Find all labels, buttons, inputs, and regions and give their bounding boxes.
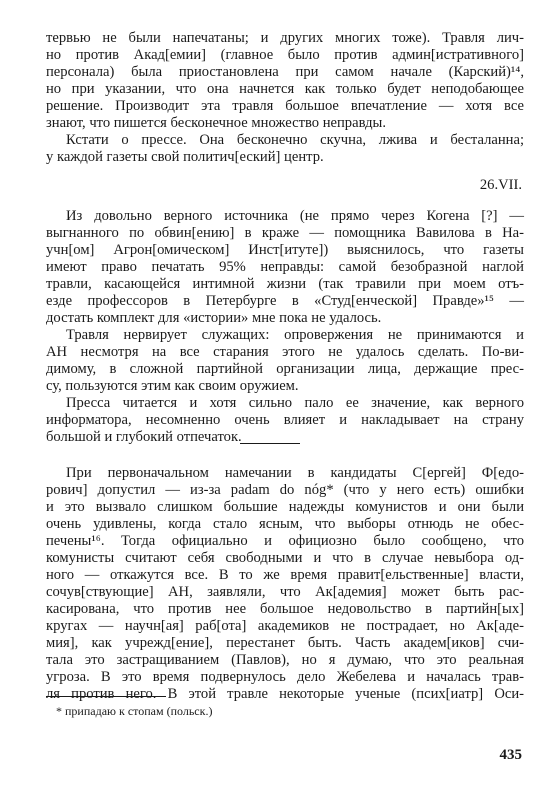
text-line: кругах — научн[ая] раб[ота] академиков не пострадает, но Ак[аде- (46, 618, 524, 634)
text-line: езде профессоров в Петербурге в «Студ[енческой] Правде»¹⁵ — (46, 293, 524, 309)
text-line: Кстати о прессе. Она бесконечно скучна, лжива и бесталанна; (66, 132, 524, 148)
footnote-divider (46, 696, 166, 697)
text-line: знают, что пишется бесконечное множество неправды. (46, 115, 386, 131)
text-line: тала это застращиванием (Павлов), но я думаю, что это реальная (46, 652, 524, 668)
text-line: су, пользуются этим как своим оружием. (46, 378, 299, 394)
text-line: димому, в сложной партийной организации лица, держащие прес- (46, 361, 524, 377)
text-line: Пресса читается и хотя сильно пало ее значение, как верного (66, 395, 524, 411)
text-line: угроза. В это время подвернулось дело Жебелева и началась трав- (46, 669, 524, 685)
text-line: касирована, что против нее большое недовольство в партийн[ых] (46, 601, 524, 617)
entry-date: 26.VII. (479, 177, 522, 193)
text-line: мия], как учрежд[ение], перестанет быть. Часть академ[иков] счи- (46, 635, 524, 651)
text-line: достать комплект для «истории» мне пока не удалось. (46, 310, 382, 326)
text-line: персонала) была приостановлена при самом начале (Карский)¹⁴, (46, 64, 524, 80)
section-divider (240, 443, 300, 444)
text-line: ного — откажутся все. В то же время правит[ельственные] власти, (46, 567, 524, 583)
text-line: Из довольно верного источника (не прямо через Когена [?] — (66, 208, 524, 224)
text-line: и это вызвало слишком большие надежды комунистов и они были (46, 499, 524, 515)
text-line: рович] допустил — из-за padam do nóg* (что у него есть) ошибки (46, 482, 524, 498)
text-line: печены¹⁶. Тогда официально и официозно было сообщено, что (46, 533, 524, 549)
text-line: выгнанного по обвин[ению] в краже — помощника Вавилова в На- (46, 225, 524, 241)
text-line: Травля нервирует служащих: опровержения не принимаются и (66, 327, 524, 343)
text-line: информатора, несомненно очень влияет и накладывает на страну (46, 412, 524, 428)
text-line: АН несмотря на все старания этого не удалось сделать. По-ви- (46, 344, 524, 360)
text-line: тервью не были напечатаны; и других многих тоже). Травля лич- (46, 30, 524, 46)
text-line: При первоначальном намечании в кандидаты С[ергей] Ф[едо- (66, 465, 524, 481)
text-line: у каждой газеты свой политич[еский] центр. (46, 149, 324, 165)
text-line: но при указании, что она начнется как только будет неподобающее (46, 81, 524, 97)
text-line: имеют право печатать 95% неправды: самой безобразной наглой (46, 259, 524, 275)
text-line: сочув[ствующие] АН, заявляли, что Ак[адемия] может быть рас- (46, 584, 524, 600)
text-line: решение. Производит эта травля большое впечатление — хотя все (46, 98, 524, 114)
text-line: травли, касающейся интимной жизни (так травили при моем отъ- (46, 276, 524, 292)
text-line: но против Акад[емии] (главное было против админ[истративного] (46, 47, 524, 63)
text-line: ля против него. В этой травле некоторые ученые (псих[иатр] Оси- (46, 686, 524, 702)
text-line: очень удивлены, когда стало ясным, что выборы отнюдь не обес- (46, 516, 524, 532)
text-line: комунисты считают себя свободными и что в случае невыбора од- (46, 550, 524, 566)
page-number: 435 (499, 747, 522, 763)
text-line: большой и глубокий отпечаток. (46, 429, 242, 445)
text-line: учн[ом] Агрон[омическом] Инст[итуте]) выяснилось, что газеты (46, 242, 524, 258)
footnote: * припадаю к стопам (польск.) (56, 704, 213, 718)
